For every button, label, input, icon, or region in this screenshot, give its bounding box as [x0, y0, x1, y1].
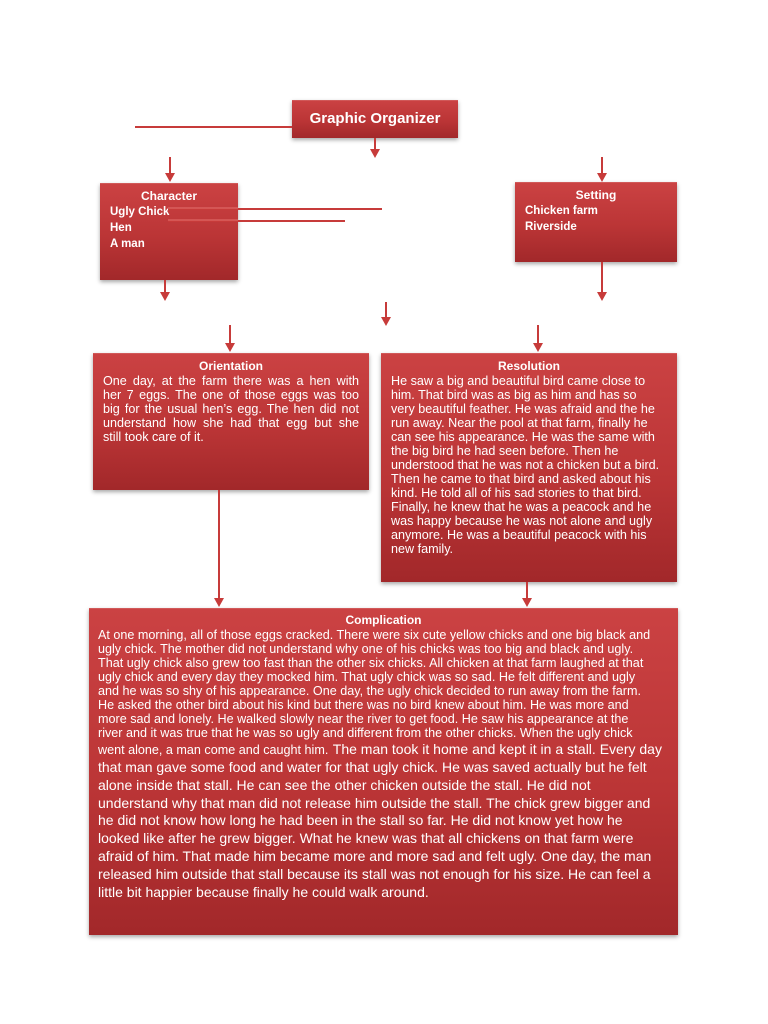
orientation-box [93, 353, 369, 490]
setting-title: Setting [575, 188, 617, 202]
complication-text-line: ugly chick and every day they mocked him. That ugly chick was so sad. He felt different and ugly [98, 670, 636, 684]
orientation-text [103, 374, 359, 444]
character-item: Hen [110, 222, 132, 234]
complication-text-line: He asked the other bird about his kind but there was no bird knew about him. He was more and [98, 698, 629, 712]
resolution-text-line: can see his appearance. He was the same with [391, 430, 655, 444]
arrow-down-from-setting [597, 262, 607, 301]
complication-text-line: more sad and lonely. He walked slowly near the river to get food. He saw his appearance at the [98, 712, 629, 726]
resolution-text-line: anymore. He was a beautiful peacock with his [391, 528, 647, 542]
resolution-text-line: him. That bird was as big as him and has so [391, 388, 637, 402]
resolution-text-line: understood that he was not a chicken but a bird. [391, 458, 660, 472]
arrow-orientation-to-complication [214, 490, 224, 607]
character-box [100, 183, 238, 280]
orientation-text-line: still took care of it. [103, 430, 204, 444]
arrow-to-setting [597, 157, 607, 182]
complication-title: Complication [345, 613, 422, 627]
complication-text-fragment-small: went alone, a man come and caught him. [98, 743, 329, 757]
complication-text-line: ugly chick. The mother did not understand why one of his chicks was too big and black and ugly. [98, 642, 634, 656]
complication-text-fragment-large: The man took it home and kept it in a stall. Every day [332, 741, 662, 757]
complication-text-line: At one morning, all of those eggs cracked. There were six cute yellow chicks and one big black and [98, 628, 651, 642]
orientation-text-line: understand how she had that egg but she [103, 416, 359, 430]
resolution-text [391, 374, 667, 556]
complication-text-line: little bit happier because finally he could walk around. [98, 883, 429, 900]
resolution-box [381, 353, 677, 582]
setting-items [525, 203, 667, 235]
complication-text-line: and he was so shy of his appearance. One day, the ugly chick decided to run away from the farm. [98, 684, 641, 698]
arrow-to-orientation [225, 325, 235, 352]
complication-box [89, 608, 678, 935]
setting-box [515, 182, 677, 262]
complication-text-line: river and it was true that he was so ugly and different from the other chicks. When the ugly chick [98, 726, 633, 740]
orientation-text-line: One day, at the farm there was a hen with [103, 374, 359, 388]
arrow-down-from-character [160, 280, 170, 301]
complication-text-line: That ugly chick also grew too fast than the other six chicks. All chicken at that farm laughed at that [98, 656, 644, 670]
resolution-text-line: run away. Near the pool at that farm, finally he [391, 416, 648, 430]
arrow-down-from-title [370, 138, 380, 158]
resolution-text-line: He saw a big and beautiful bird came close to [391, 374, 646, 388]
complication-text-small [98, 628, 669, 740]
orientation-text-line: big for the usual hen’s egg. The hen did not [103, 402, 359, 416]
resolution-text-line: very beautiful feather. He was afraid and the he [391, 402, 655, 416]
arrow-down-center [381, 302, 391, 326]
setting-item: Riverside [525, 221, 577, 233]
complication-text-line: understand why that man did not release him outside the stall. The chick grew bigger and [98, 794, 651, 811]
arrow-resolution-to-complication [522, 582, 532, 607]
complication-text-line: that man gave some food and water for that ugly chick. He was saved actually but he felt [98, 759, 647, 775]
complication-text-line: afraid of him. That made him became more and more sad and felt ugly. One day, the man [98, 847, 652, 864]
complication-text-line: he did not know how long he had been in the stall so far. He did not know yet how he [98, 812, 623, 829]
complication-text-large [98, 759, 669, 901]
arrow-to-character [165, 157, 175, 182]
character-item: A man [110, 238, 145, 250]
resolution-text-line: Then he came to that bird and asked about his [391, 472, 651, 486]
page-title: Graphic Organizer [309, 110, 441, 127]
character-items [110, 204, 228, 252]
resolution-text-line: new family. [391, 542, 454, 556]
resolution-text-line: Finally, he knew that he was a peacock and he [391, 500, 652, 514]
orientation-title: Orientation [198, 359, 263, 373]
resolution-text-line: was happy because he was not alone and ugly [391, 514, 653, 528]
complication-text-line: released him outside that stall because its stall was not enough for his size. He can feel a [98, 865, 651, 882]
complication-text-line: looked like after he grew bigger. What he knew was that all chickens on that farm were [98, 830, 634, 847]
setting-item: Chicken farm [525, 205, 598, 217]
title-box [292, 100, 458, 138]
resolution-text-line: kind. He told all of his sad stories to that bird. [391, 486, 642, 500]
orientation-text-line: her 7 eggs. The one of those eggs was too [103, 388, 359, 402]
complication-text-line [98, 740, 669, 759]
character-item: Ugly Chick [110, 206, 170, 218]
character-title: Character [140, 189, 198, 203]
resolution-text-line: the big bird he had seen before. Then he [391, 444, 619, 458]
complication-text-line: alone inside that stall. He can see the other chicken outside the stall. He did not [98, 776, 591, 793]
resolution-title: Resolution [498, 359, 560, 373]
arrow-to-resolution [533, 325, 543, 352]
